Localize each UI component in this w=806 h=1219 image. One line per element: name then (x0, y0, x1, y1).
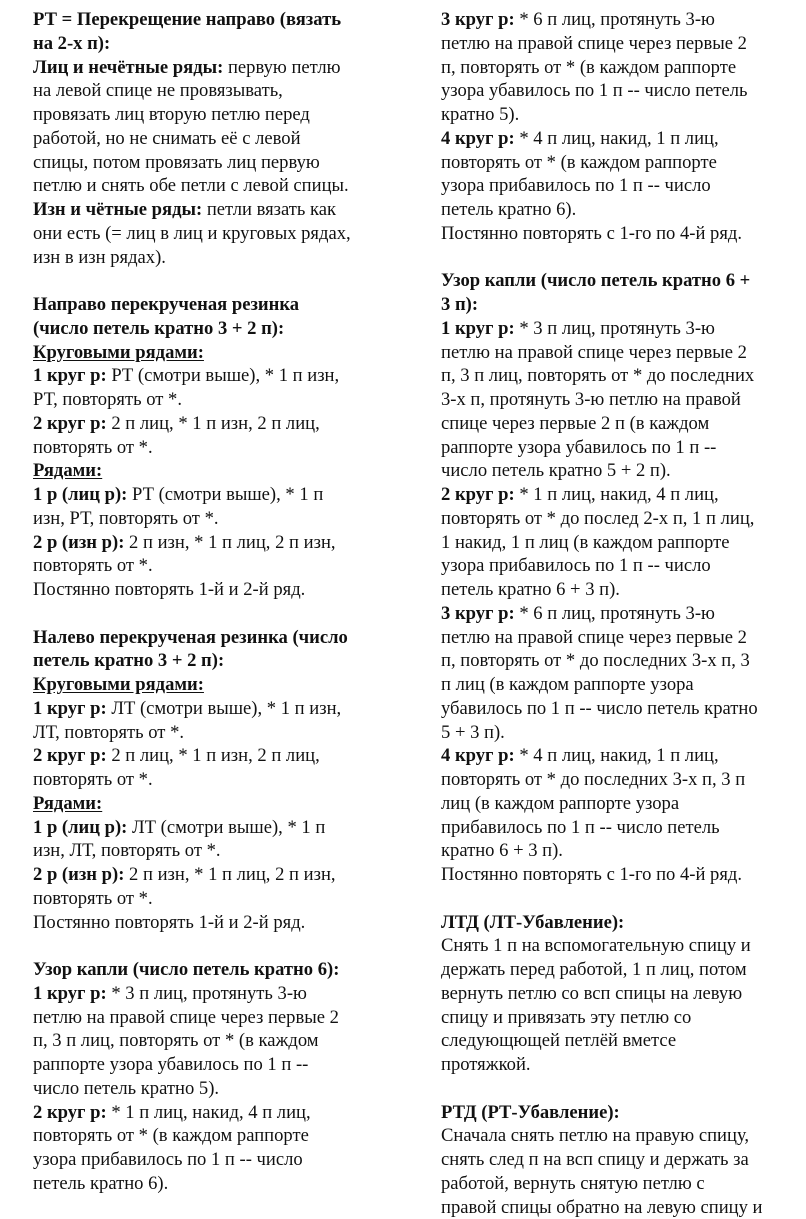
text-line (441, 317, 786, 341)
text-run: провязать лиц вторую петлю перед (33, 104, 310, 125)
text-run: петлю на правой спице через первые 2 (33, 1007, 339, 1028)
text-line (33, 341, 383, 365)
text-run: спицы, потом провязать лиц первую (33, 152, 320, 173)
text-line (441, 673, 786, 697)
text-line (441, 626, 786, 650)
section-subheading: Рядами: (33, 460, 102, 481)
text-run: узора прибавилось по 1 п -- число (33, 1149, 303, 1170)
text-line (441, 911, 786, 935)
text-run: 2 п изн, * 1 п лиц, 2 п изн, (124, 532, 335, 553)
text-run: * 1 п лиц, накид, 4 п лиц, (515, 484, 719, 505)
bold-run: (число петель кратно 3 + 2 п): (33, 318, 284, 339)
text-run: * 3 п лиц, протянуть 3-ю (107, 983, 307, 1004)
text-line (33, 32, 383, 56)
text-line (33, 1077, 383, 1101)
text-line (441, 602, 786, 626)
text-run: 2 п лиц, * 1 п изн, 2 п лиц, (107, 413, 320, 434)
text-run: число петель кратно 5 + 2 п). (441, 460, 671, 481)
text-run: лиц (в каждом раппорте узора (441, 793, 679, 814)
text-line (441, 1124, 786, 1148)
text-line (441, 364, 786, 388)
text-run: * 3 п лиц, протянуть 3-ю (515, 318, 715, 339)
text-run: повторять от *. (33, 888, 153, 909)
text-line (33, 364, 383, 388)
bold-run: ЛТД (ЛТ-Убавление): (441, 912, 624, 933)
text-line (441, 697, 786, 721)
text-line (33, 56, 383, 80)
text-run: правой спицы обратно на левую спицу и (441, 1197, 763, 1218)
blank-line (441, 1077, 786, 1101)
text-line (441, 792, 786, 816)
text-run: петель кратно 6). (441, 199, 576, 220)
bold-run: 2 круг р: (441, 484, 515, 505)
text-line (441, 8, 786, 32)
text-run: убавилось по 1 п -- число петель кратно (441, 698, 758, 719)
text-line (33, 317, 383, 341)
bold-run: Узор капли (число петель кратно 6): (33, 959, 339, 980)
text-line (33, 1006, 383, 1030)
text-line (33, 697, 383, 721)
text-run: 2 п изн, * 1 п лиц, 2 п изн, (124, 864, 335, 885)
text-line (441, 531, 786, 555)
bold-run: 2 круг р: (33, 413, 107, 434)
text-line (441, 198, 786, 222)
text-run: петель кратно 6). (33, 1173, 168, 1194)
text-run: Постянно повторять 1-й и 2-й ряд. (33, 579, 305, 600)
text-run: число петель кратно 5). (33, 1078, 219, 1099)
text-line (441, 934, 786, 958)
text-run: спице через первые 2 п (в каждом (441, 413, 709, 434)
text-run: ЛТ, повторять от *. (33, 722, 184, 743)
text-line (33, 1053, 383, 1077)
text-run: Постянно повторять 1-й и 2-й ряд. (33, 912, 305, 933)
bold-run: Направо перекрученая резинка (33, 294, 299, 315)
text-line (441, 103, 786, 127)
text-line (441, 459, 786, 483)
text-line (441, 816, 786, 840)
text-run: узора прибавилось по 1 п -- число (441, 555, 711, 576)
text-run: 2 п лиц, * 1 п изн, 2 п лиц, (107, 745, 320, 766)
text-run: петлю на правой спице через первые 2 (441, 627, 747, 648)
text-line (441, 578, 786, 602)
text-line (33, 127, 383, 151)
text-line (441, 863, 786, 887)
text-run: * 6 п лиц, протянуть 3-ю (515, 603, 715, 624)
text-line (441, 507, 786, 531)
text-line (33, 79, 383, 103)
text-line (33, 1029, 383, 1053)
text-line (441, 958, 786, 982)
text-line (441, 1029, 786, 1053)
text-run: работой, вернуть снятую петлю с (441, 1173, 705, 1194)
text-line (441, 32, 786, 56)
text-run: * 4 п лиц, накид, 1 п лиц, (515, 745, 719, 766)
text-line (441, 56, 786, 80)
text-run: п, 3 п лиц, повторять от * до последних (441, 365, 754, 386)
text-run: спицу и привязать эту петлю со (441, 1007, 691, 1028)
text-run: узора прибавилось по 1 п -- число (441, 175, 711, 196)
text-line (441, 483, 786, 507)
text-line (441, 721, 786, 745)
right-column (441, 8, 786, 1219)
text-run: Сначала снять петлю на правую спицу, (441, 1125, 749, 1146)
text-line (441, 768, 786, 792)
text-line (33, 1172, 383, 1196)
text-line (33, 792, 383, 816)
text-line (441, 341, 786, 365)
text-run: * 4 п лиц, накид, 1 п лиц, (515, 128, 719, 149)
blank-line (441, 887, 786, 911)
text-line (441, 1006, 786, 1030)
text-line (33, 578, 383, 602)
text-run: протяжкой. (441, 1054, 531, 1075)
text-line (33, 982, 383, 1006)
text-line (33, 839, 383, 863)
text-run: петлю на правой спице через первые 2 (441, 342, 747, 363)
bold-run: 1 круг р: (441, 318, 515, 339)
text-run: кратно 5). (441, 104, 519, 125)
text-run: повторять от *. (33, 437, 153, 458)
text-run: изн в изн рядах). (33, 247, 166, 268)
text-run: повторять от *. (33, 769, 153, 790)
text-line (33, 436, 383, 460)
text-run: РТ (смотри выше), * 1 п изн, (107, 365, 339, 386)
bold-run: 3 п): (441, 294, 478, 315)
text-run: петли вязать как (202, 199, 336, 220)
text-run: РТ (смотри выше), * 1 п (127, 484, 323, 505)
text-run: повторять от *. (33, 555, 153, 576)
text-run: изн, ЛТ, повторять от *. (33, 840, 221, 861)
text-line (33, 768, 383, 792)
text-line (441, 1053, 786, 1077)
text-run: на левой спице не провязывать, (33, 80, 283, 101)
text-run: узора убавилось по 1 п -- число петель (441, 80, 748, 101)
text-line (33, 887, 383, 911)
text-run: * 1 п лиц, накид, 4 п лиц, (107, 1102, 311, 1123)
text-line (33, 721, 383, 745)
bold-run: Узор капли (число петель кратно 6 + (441, 270, 750, 291)
text-run: ЛТ (смотри выше), * 1 п (127, 817, 325, 838)
bold-run: РТД (РТ-Убавление): (441, 1102, 620, 1123)
bold-run: 3 круг р: (441, 9, 515, 30)
text-line (33, 388, 383, 412)
text-line (33, 8, 383, 32)
text-line (33, 531, 383, 555)
text-run: 5 + 3 п). (441, 722, 505, 743)
text-line (441, 744, 786, 768)
text-run: снять след п на всп спицу и держать за (441, 1149, 749, 1170)
text-line (441, 436, 786, 460)
text-line (33, 507, 383, 531)
text-line (33, 911, 383, 935)
bold-run: 4 круг р: (441, 128, 515, 149)
text-run: повторять от * (в каждом раппорте (33, 1125, 309, 1146)
bold-run: 2 р (изн р): (33, 864, 124, 885)
text-run: 1 накид, 1 п лиц (в каждом раппорте (441, 532, 729, 553)
text-run: вернуть петлю со всп спицы на левую (441, 983, 742, 1004)
text-line (33, 816, 383, 840)
text-line (33, 151, 383, 175)
text-line (33, 1124, 383, 1148)
text-line (441, 127, 786, 151)
text-run: ЛТ (смотри выше), * 1 п изн, (107, 698, 342, 719)
text-line (441, 1148, 786, 1172)
text-line (33, 863, 383, 887)
blank-line (33, 934, 383, 958)
bold-run: 3 круг р: (441, 603, 515, 624)
text-run: изн, РТ, повторять от *. (33, 508, 219, 529)
text-line (441, 1196, 786, 1219)
text-line (441, 269, 786, 293)
bold-run: 1 круг р: (33, 365, 107, 386)
text-line (441, 1172, 786, 1196)
text-line (441, 222, 786, 246)
text-line (441, 293, 786, 317)
text-line (33, 744, 383, 768)
text-line (33, 103, 383, 127)
text-run: повторять от * до послед 2-х п, 1 п лиц, (441, 508, 754, 529)
text-line (441, 174, 786, 198)
text-line (33, 649, 383, 673)
text-run: они есть (= лиц в лиц и круговых рядах, (33, 223, 351, 244)
bold-run: Налево перекрученая резинка (число (33, 627, 348, 648)
text-run: петлю на правой спице через первые 2 (441, 33, 747, 54)
text-run: 3-х п, протянуть 3-ю петлю на правой (441, 389, 741, 410)
text-line (33, 626, 383, 650)
bold-run: Лиц и нечётные ряды: (33, 57, 223, 78)
text-run: Постянно повторять с 1-го по 4-й ряд. (441, 223, 742, 244)
blank-line (33, 602, 383, 626)
text-line (33, 459, 383, 483)
text-line (33, 222, 383, 246)
text-line (33, 198, 383, 222)
bold-run: на 2-х п): (33, 33, 110, 54)
text-run: первую петлю (223, 57, 340, 78)
text-run: * 6 п лиц, протянуть 3-ю (515, 9, 715, 30)
bold-run: петель кратно 3 + 2 п): (33, 650, 224, 671)
bold-run: 2 круг р: (33, 1102, 107, 1123)
bold-run: 2 круг р: (33, 745, 107, 766)
text-line (33, 246, 383, 270)
bold-run: 2 р (изн р): (33, 532, 124, 553)
text-run: раппорте узора убавилось по 1 п -- (33, 1054, 308, 1075)
section-subheading: Рядами: (33, 793, 102, 814)
text-line (441, 839, 786, 863)
text-line (33, 1148, 383, 1172)
text-line (33, 958, 383, 982)
text-line (441, 554, 786, 578)
left-column (33, 8, 383, 1196)
text-line (33, 1101, 383, 1125)
text-run: повторять от * (в каждом раппорте (441, 152, 717, 173)
text-line (33, 673, 383, 697)
bold-run: 4 круг р: (441, 745, 515, 766)
text-run: п лиц (в каждом раппорте узора (441, 674, 694, 695)
text-line (33, 293, 383, 317)
bold-run: 1 круг р: (33, 698, 107, 719)
text-line (33, 554, 383, 578)
text-line (441, 151, 786, 175)
text-line (33, 412, 383, 436)
text-run: кратно 6 + 3 п). (441, 840, 563, 861)
text-line (441, 649, 786, 673)
section-subheading: Круговыми рядами: (33, 674, 204, 695)
text-run: раппорте узора убавилось по 1 п -- (441, 437, 716, 458)
bold-run: 1 р (лиц р): (33, 817, 127, 838)
text-run: п, повторять от * до последних 3-х п, 3 (441, 650, 750, 671)
text-line (33, 174, 383, 198)
text-line (441, 1101, 786, 1125)
text-run: следующющей петлёй вметсе (441, 1030, 676, 1051)
text-line (441, 388, 786, 412)
bold-run: 1 р (лиц р): (33, 484, 127, 505)
text-run: п, повторять от * (в каждом раппорте (441, 57, 736, 78)
text-run: петель кратно 6 + 3 п). (441, 579, 620, 600)
text-run: Постянно повторять с 1-го по 4-й ряд. (441, 864, 742, 885)
text-run: повторять от * до последних 3-х п, 3 п (441, 769, 745, 790)
bold-run: РТ = Перекрещение направо (вязать (33, 9, 341, 30)
section-subheading: Круговыми рядами: (33, 342, 204, 363)
text-line (441, 982, 786, 1006)
blank-line (33, 269, 383, 293)
bold-run: Изн и чётные ряды: (33, 199, 202, 220)
text-run: прибавилось по 1 п -- число петель (441, 817, 720, 838)
text-run: петлю и снять обе петли с левой спицы. (33, 175, 349, 196)
text-line (441, 79, 786, 103)
text-run: РТ, повторять от *. (33, 389, 182, 410)
text-line (441, 412, 786, 436)
text-run: Снять 1 п на вспомогательную спицу и (441, 935, 751, 956)
bold-run: 1 круг р: (33, 983, 107, 1004)
text-run: держать перед работой, 1 п лиц, потом (441, 959, 747, 980)
blank-line (441, 246, 786, 270)
text-run: работой, но не снимать её с левой (33, 128, 301, 149)
text-line (33, 483, 383, 507)
text-run: п, 3 п лиц, повторять от * (в каждом (33, 1030, 319, 1051)
